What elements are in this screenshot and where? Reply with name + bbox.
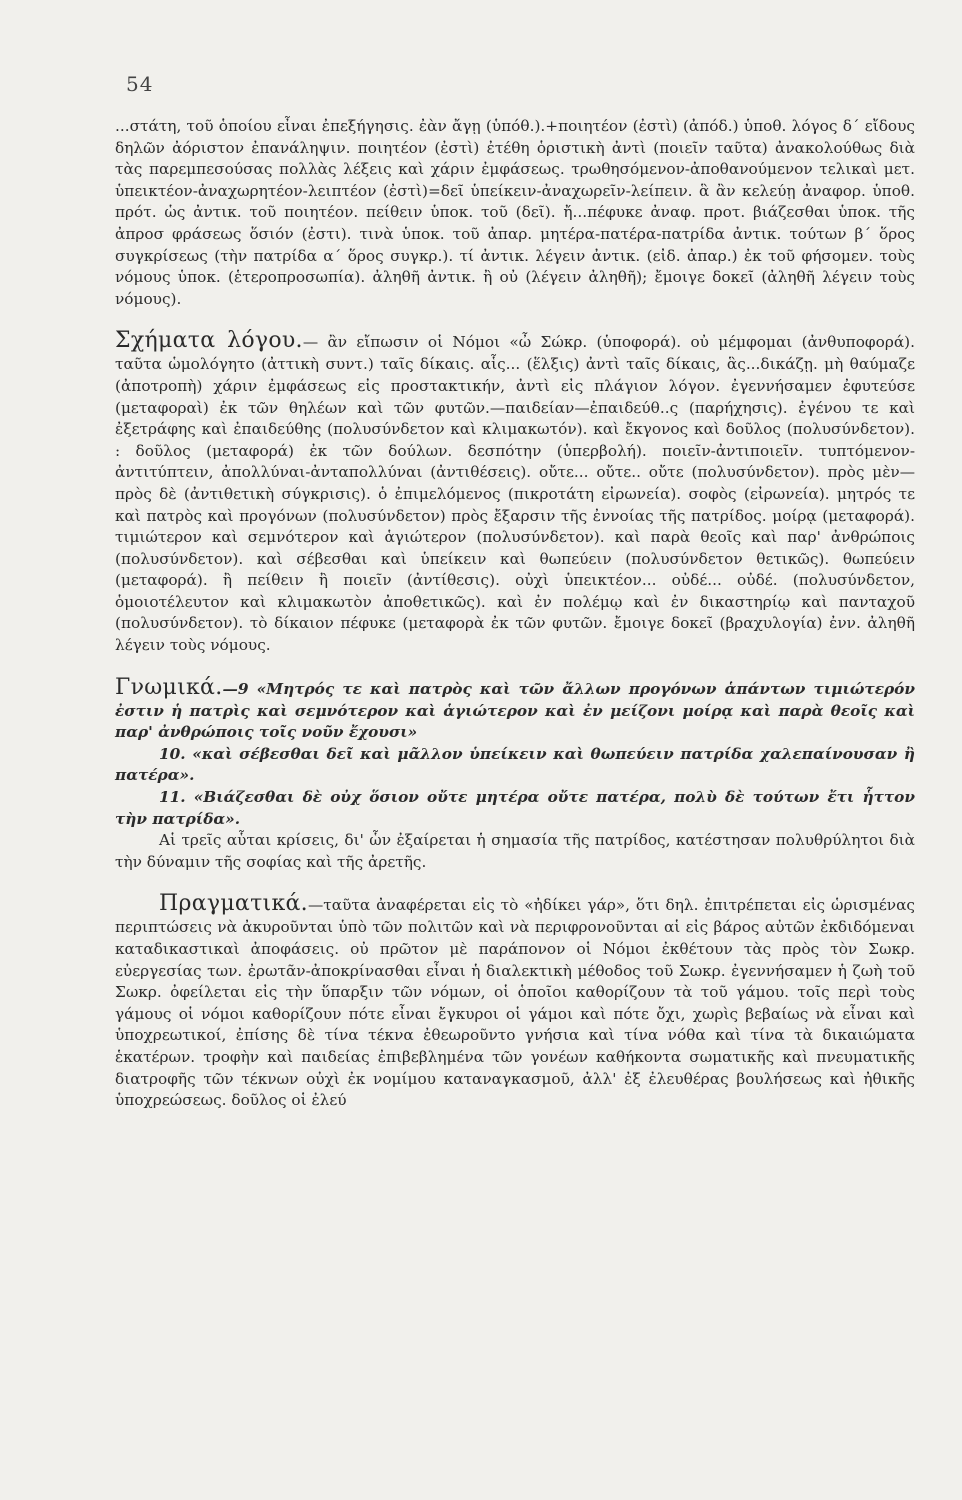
pragmatika-text: —ταῦτα ἀναφέρεται εἰς τὸ «ἠδίκει γάρ», ὅτι δηλ. ἐπιτρέπεται εἰς ὡρισμένας περιπτώσεις νὰ ἀκυροῦνται ὑπὸ τῶν πολιτῶν καὶ νὰ περιφρονοῦνται αἱ εἰς βάρος αὐτῶν ἐκδιδόμεναι καταδικαστικαὶ ἀποφάσεις. οὐ πρῶτον μὲ παράπονον οἱ Νόμοι ἐκθέτουν τὰς πρὸς τὸν Σωκρ. εὐεργεσίας των. ἐρωτᾶν-ἀποκρίνασθαι εἶναι ἡ διαλεκτικὴ μέθοδος τοῦ Σωκρ. ἐγεννήσαμεν ἡ ζωὴ τοῦ Σωκρ. ὀφείλεται εἰς τὴν ὕπαρξιν τῶν νόμων, οἱ ὁποῖοι καθορίζουν τὰ τοῦ γάμου. τοῖς περὶ τοὺς γάμους οἱ νόμοι καθορίζουν πότε εἶναι ἔγκυροι οἱ γάμοι καὶ πότε ὄχι, χωρὶς βεβαίως νὰ εἶναι καὶ ὑποχρεωτικοί, ἐπίσης δὲ τίνα τέκνα ἐθεωροῦντο γνήσια καὶ τίνα νόθα καὶ τίνα τὰ δικαιώματα ἑκατέρων. τροφὴν καὶ παιδείας ἐπιβεβλημένα τῶν γονέων καθήκοντα σωματικῆς καὶ πνευματικῆς διατροφῆς τῶν τέκνων οὐχὶ ἐκ νομίμου καταναγκασμοῦ, ἀλλ' ἐξ ἐλευθέρας βουλήσεως καὶ ἠθικῆς ὑποχρεώσεως. δοῦλος οἱ ἐλεύ xyxy=(115,896,915,1110)
schemata-section xyxy=(115,328,915,656)
text-block xyxy=(115,116,915,1112)
gnomika-item-10-text: 10. «καὶ σέβεσθαι δεῖ καὶ μᾶλλον ὑπείκειν καὶ θωπεύειν πατρίδα χαλεπαίνουσαν ἢ πατέρα». xyxy=(115,744,915,785)
gnomika-item-10 xyxy=(115,744,915,787)
schemata-heading: Σχήματα λόγου. xyxy=(115,328,303,354)
page-number: 54 xyxy=(126,72,154,96)
pragmatika-heading: Πραγματικά. xyxy=(159,891,308,917)
pragmatika-section xyxy=(115,891,915,1111)
schemata-text: — ἂν εἴπωσιν οἱ Νόμοι «ὦ Σώκρ. (ὑποφορά). οὐ μέμφομαι (ἀνθυποφορά). ταῦτα ὡμολόγητο (ἀττικὴ συντ.) ταῖς δίκαις. αἷς... (ἕλξις) ἀντὶ ταῖς δίκαις, ἃς...δικάζῃ. μὴ θαύμαζε (ἀποτροπὴ) χάριν ἐμφάσεως εἰς προστακτικήν, ἀντὶ εἰς πλάγιον λόγον. ἐγεννήσαμεν ἐφυτεύσε (μεταφοραὶ) ἐκ τῶν θηλέων καὶ τῶν φυτῶν.—παιδείαν—ἐπαιδεύθ..ς (παρήχησις). ἐγένου τε καὶ ἐξετράφης καὶ ἐπαιδεύθης (πολυσύνδετον καὶ κλιμακωτόν). καὶ ἔκγονος καὶ δοῦλος (πολυσύνδετον). : δοῦλος (μεταφορά) ἐκ τῶν δούλων. δεσπότην (ὑπερβολή). ποιεῖν-ἀντιποιεῖν. τυπτόμενον-ἀντιτύπτειν, ἀπολλύναι-ἀνταπολλύναι (ἀντιθέσεις). οὔτε... οὔτε.. οὔτε (πολυσύνδετον). πρὸς μὲν—πρὸς δὲ (ἀντιθετικὴ σύγκρισις). ὁ ἐπιμελόμενος (πικροτάτη εἰρωνεία). σοφὸς (εἰρωνεία). μητρός τε καὶ πατρὸς καὶ προγόνων (πολυσύνδετον) πρὸς ἔξαρσιν τῆς ἐννοίας τῆς πατρίδος. μοίρᾳ (μεταφορά). τιμιώτερον καὶ σεμνότερον καὶ ἁγιώτερον (πολυσύνδετον). καὶ παρὰ θεοῖς καὶ παρ' ἀνθρώποις (πολυσύνδετον). καὶ σέβεσθαι καὶ ὑπείκειν καὶ θωπεύειν (πολυσύνδετον θετικῶς). θωπεύειν (μεταφορά). ἢ πείθειν ἢ ποιεῖν (ἀντίθεσις). οὐχὶ ὑπεικτέον... οὐδέ... οὐδέ. (πολυσύνδετον, ὁμοιοτέλευτον καὶ κλιμακωτὸν ἀποθετικῶς). καὶ ἐν πολέμῳ καὶ ἐν δικαστηρίῳ καὶ πανταχοῦ (πολυσύνδετον). τὸ δίκαιον πέφυκε (μεταφορὰ ἐκ τῶν φυτῶν. ἔμοιγε δοκεῖ (βραχυλογία) ἐνν. ἀληθῆ λέγειν τοὺς νόμους. xyxy=(115,333,916,655)
gnomika-item-11 xyxy=(115,787,915,830)
vocabulary-paragraph: ...στάτη, τοῦ ὁποίου εἶναι ἐπεξήγησις. ἐὰν ἄγῃ (ὑπόθ.).+ποιητέον (ἐστὶ) (ἀπόδ.) ὑποθ. λόγος δ΄ εἴδους δηλῶν ἀόριστον ἐπανάληψιν. ποιητέον (ἐστὶ) ἐτέθη ὁριστικὴ ἀντὶ (ποιεῖν ταῦτα) ἀνακολούθως διὰ τὰς παρεμπεσούσας πολλὰς λέξεις καὶ χάριν ἐμφάσεως. τρωθησόμενον-ἀποθανούμενον τελικαὶ μετ. ὑπεικτέον-ἀναχωρητέον-λειπτέον (ἐστὶ)=δεῖ ὑπείκειν-ἀναχωρεῖν-λείπειν. ἃ ἂν κελεύῃ ἀναφορ. ὑποθ. πρότ. ὡς ἀντικ. τοῦ ποιητέον. πείθειν ὑποκ. τοῦ (δεῖ). ἤ...πέφυκε ἀναφ. προτ. βιάζεσθαι ὑποκ. τῆς ἀπροσ φράσεως ὅσιόν (ἐστι). τινὰ ὑποκ. τοῦ ἀπαρ. μητέρα-πατέρα-πατρίδα ἀντικ. τούτων β΄ ὅρος συγκρίσεως (τὴν πατρίδα α΄ ὅρος συγκρ.). τί ἀντικ. λέγειν ἀντικ. (εἰδ. ἀπαρ.) ἐκ τοῦ φήσομεν. τοὺς νόμους ὑποκ. (ἑτεροπροσωπία). ἀληθῆ ἀντικ. ἢ οὐ (λέγειν ἀληθῆ); ἔμοιγε δοκεῖ (ἀληθῆ λέγειν τοὺς νόμους). xyxy=(115,117,915,308)
gnomika-item-11-text: 11. «Βιάζεσθαι δὲ οὐχ ὅσιον οὔτε μητέρα οὔτε πατέρα, πολὺ δὲ τούτων ἔτι ἧττον τὴν πατρίδα». xyxy=(115,788,915,828)
gnomika-summary: Αἱ τρεῖς αὗται κρίσεις, δι' ὧν ἐξαίρεται ἡ σημασία τῆς πατρίδος, κατέστησαν πολυθρύλητοι διὰ τὴν δύναμιν τῆς σοφίας καὶ τῆς ἀρετῆς. xyxy=(115,831,915,871)
gnomika-heading: Γνωμικά. xyxy=(115,674,223,700)
gnomika-section xyxy=(115,675,915,744)
gnomika-item-9: —9 «Μητρός τε καὶ πατρὸς καὶ τῶν ἄλλων προγόνων ἁπάντων τιμιώτερόν ἐστιν ἡ πατρὶς καὶ σεμνότερον καὶ ἁγιώτερον καὶ ἐν μείζονι μοίρᾳ καὶ παρὰ θεοῖς καὶ παρ' ἀνθρώποις τοῖς νοῦν ἔχουσι» xyxy=(115,679,915,742)
